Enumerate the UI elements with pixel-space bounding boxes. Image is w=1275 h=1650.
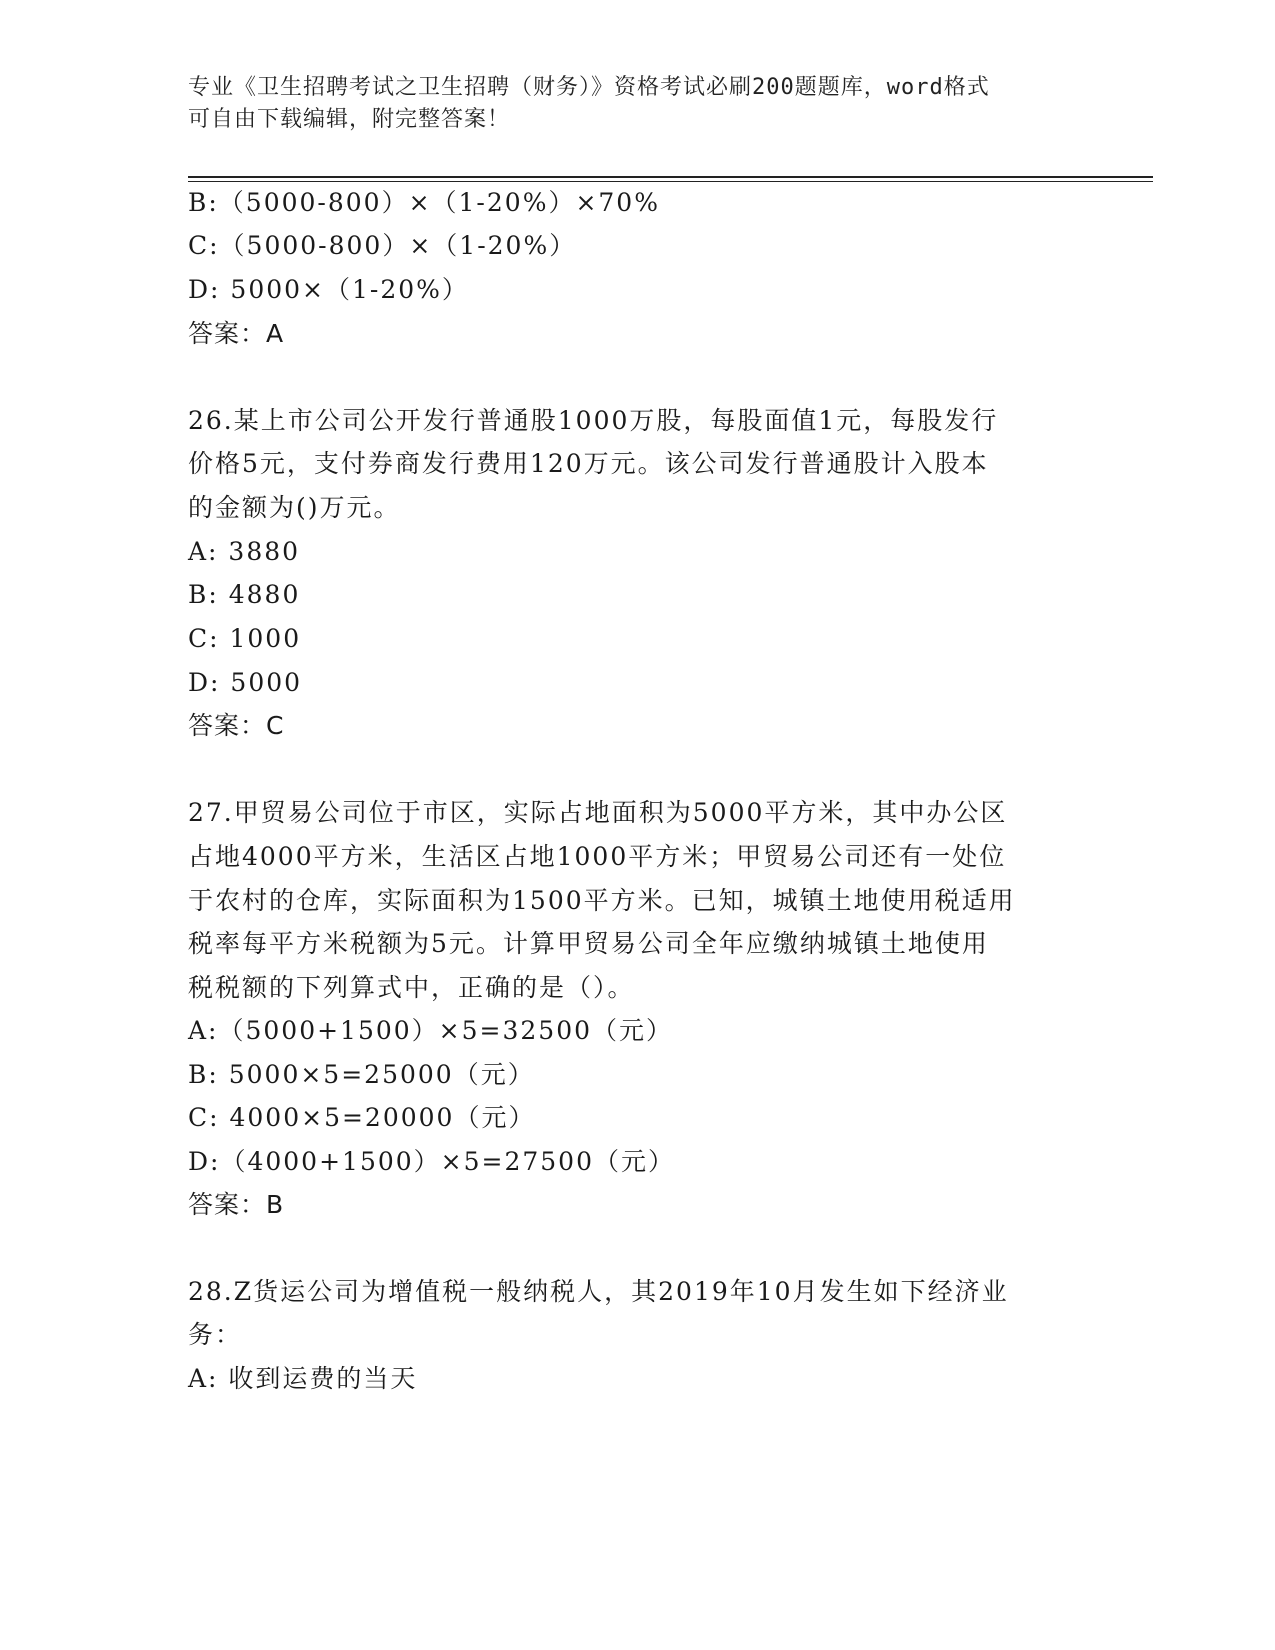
q27-option-d: D:（4000+1500）×5=27500（元） (188, 1147, 675, 1176)
q26-stem-line-2: 价格5元，支付券商发行费用120万元。该公司发行普通股计入股本 (188, 449, 989, 478)
q25-option-d: D: 5000×（1-20%） (188, 275, 469, 304)
q26-option-d: D: 5000 (188, 668, 303, 697)
q27-option-a: A:（5000+1500）×5=32500（元） (188, 1016, 673, 1045)
q27-stem-line-4: 税率每平方米税额为5元。计算甲贸易公司全年应缴纳城镇土地使用 (188, 929, 989, 958)
header-line-2: 可自由下载编辑，附完整答案！ (188, 107, 511, 132)
q25-answer: 答案：A (188, 319, 285, 348)
q27-stem-line-5: 税税额的下列算式中，正确的是（）。 (188, 973, 635, 1002)
q28-stem-line-1: 28.Z货运公司为增值税一般纳税人，其2019年10月发生如下经济业 (188, 1277, 1009, 1306)
header-line-1: 专业《卫生招聘考试之卫生招聘（财务）》资格考试必刷200题题库，word格式 (188, 75, 990, 100)
q26-answer: 答案：C (188, 711, 285, 740)
q26-option-c: C: 1000 (188, 624, 302, 653)
q25-option-b: B:（5000-800）×（1-20%）×70% (188, 188, 660, 217)
q26-option-b: B: 4880 (188, 580, 301, 609)
q26-option-a: A: 3880 (188, 537, 301, 566)
q28-stem-line-2: 务： (188, 1320, 243, 1349)
q25-option-c: C:（5000-800）×（1-20%） (188, 231, 577, 260)
q26-stem-line-3: 的金额为()万元。 (188, 493, 401, 522)
q27-stem-line-1: 27.甲贸易公司位于市区，实际占地面积为5000平方米，其中办公区 (188, 798, 1008, 827)
q27-option-b: B: 5000×5=25000（元） (188, 1060, 535, 1089)
q28-option-a: A: 收到运费的当天 (188, 1364, 418, 1393)
document-header (188, 72, 1068, 136)
header-divider-thick (188, 176, 1153, 178)
q26-stem-line-1: 26.某上市公司公开发行普通股1000万股，每股面值1元，每股发行 (188, 406, 999, 435)
q27-option-c: C: 4000×5=20000（元） (188, 1103, 536, 1132)
header-divider-thin (188, 181, 1153, 182)
q27-stem-line-3: 于农村的仓库，实际面积为1500平方米。已知，城镇土地使用税适用 (188, 886, 1016, 915)
q27-stem-line-2: 占地4000平方米，生活区占地1000平方米；甲贸易公司还有一处位 (188, 842, 1007, 871)
q27-answer: 答案：B (188, 1190, 285, 1219)
